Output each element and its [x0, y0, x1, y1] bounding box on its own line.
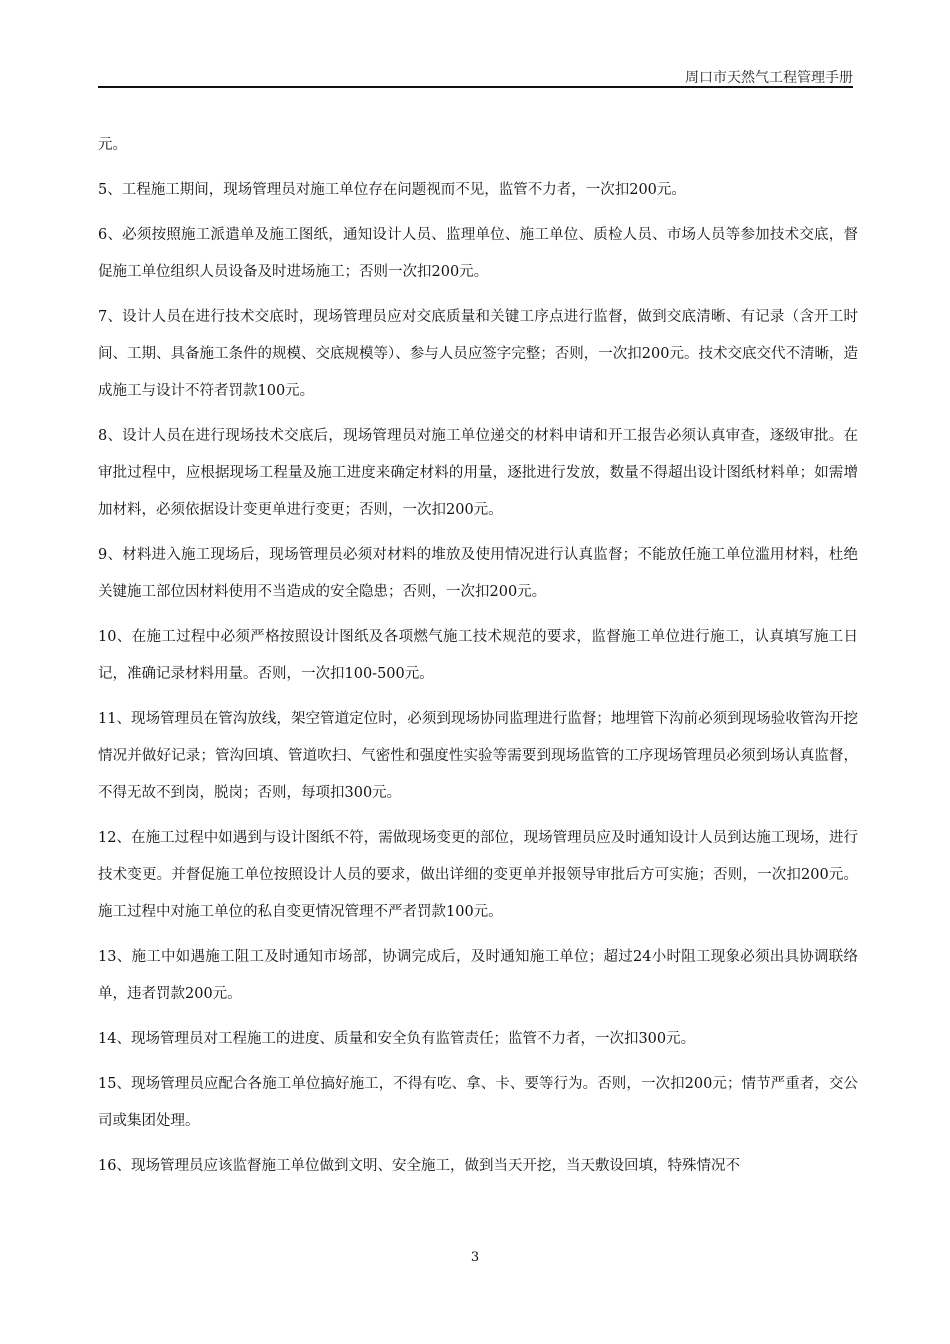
paragraph-item-7: 7、设计人员在进行技术交底时，现场管理员应对交底质量和关键工序点进行监督，做到交底清晰、有记录（含开工时间、工期、具备施工条件的规模、交底规模等）、参与人员应签字完整；否则，一次扣200元。技术交底交代不清晰，造成施工与设计不符者罚款100元。: [98, 309, 858, 399]
header-rule: [98, 86, 853, 88]
paragraph-item-13: 13、施工中如遇施工阻工及时通知市场部，协调完成后，及时通知施工单位；超过24小时阻工现象必须出具协调联络单，违者罚款200元。: [98, 949, 858, 1002]
header-title: 周口市天然气工程管理手册: [685, 70, 853, 86]
paragraph-item-12: 12、在施工过程中如遇到与设计图纸不符，需做现场变更的部位，现场管理员应及时通知设计人员到达施工现场，进行技术变更。并督促施工单位按照设计人员的要求，做出详细的变更单并报领导审批后方可实施；否则，一次扣200元。施工过程中对施工单位的私自变更情况管理不严者罚款100元。: [98, 830, 858, 920]
paragraph-continuation: 元。: [98, 137, 127, 153]
paragraph-item-8: 8、设计人员在进行现场技术交底后，现场管理员对施工单位递交的材料申请和开工报告必须认真审查，逐级审批。在审批过程中，应根据现场工程量及施工进度来确定材料的用量，逐批进行发放，数量不得超出设计图纸材料单；如需增加材料，必须依据设计变更单进行变更；否则，一次扣200元。: [98, 428, 858, 518]
paragraph-item-14: 14、现场管理员对工程施工的进度、质量和安全负有监管责任；监管不力者，一次扣300元。: [98, 1031, 696, 1047]
document-body: [98, 127, 858, 1193]
page-number: 3: [470, 1250, 480, 1265]
paragraph-item-16: 16、现场管理员应该监督施工单位做到文明、安全施工，做到当天开挖，当天敷设回填，特殊情况不: [98, 1158, 740, 1174]
paragraph-item-9: 9、材料进入施工现场后，现场管理员必须对材料的堆放及使用情况进行认真监督；不能放任施工单位滥用材料，杜绝关键施工部位因材料使用不当造成的安全隐患；否则，一次扣200元。: [98, 547, 858, 600]
paragraph-item-10: 10、在施工过程中必须严格按照设计图纸及各项燃气施工技术规范的要求，监督施工单位进行施工，认真填写施工日记，准确记录材料用量。否则，一次扣100-500元。: [98, 629, 858, 682]
paragraph-item-11: 11、现场管理员在管沟放线，架空管道定位时，必须到现场协同监理进行监督；地埋管下沟前必须到现场验收管沟开挖情况并做好记录；管沟回填、管道吹扫、气密性和强度性实验等需要到现场监管的工序现场管理员必须到场认真监督，不得无故不到岗，脱岗；否则，每项扣300元。: [98, 711, 858, 801]
paragraph-item-6: 6、必须按照施工派遣单及施工图纸，通知设计人员、监理单位、施工单位、质检人员、市场人员等参加技术交底，督促施工单位组织人员设备及时进场施工；否则一次扣200元。: [98, 227, 858, 280]
paragraph-item-15: 15、现场管理员应配合各施工单位搞好施工，不得有吃、拿、卡、要等行为。否则，一次扣200元；情节严重者，交公司或集团处理。: [98, 1076, 858, 1129]
paragraph-item-5: 5、工程施工期间，现场管理员对施工单位存在问题视而不见，监管不力者，一次扣200元。: [98, 182, 686, 198]
